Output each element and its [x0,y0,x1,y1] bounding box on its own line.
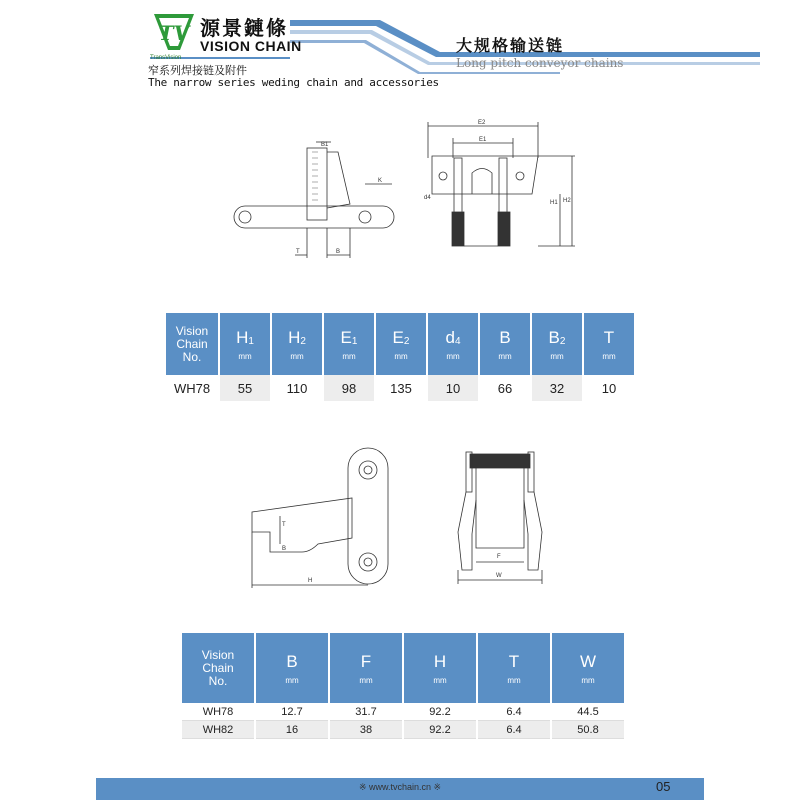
table-cell: 6.4 [478,721,550,739]
table-row [182,703,624,721]
dim-label-h1: H1 [550,200,558,206]
table-cell: 92.2 [404,721,476,739]
table-header-f: F mm [330,633,402,703]
page-number: 05 [656,779,671,794]
series-title-cn: 窄系列焊接链及附件 [148,64,247,77]
table-cell: 66 [480,375,530,401]
bent-attachment [252,498,352,552]
gusset [327,152,350,208]
roller-right [498,212,510,246]
side-link [348,448,388,584]
table-cell: 92.2 [404,703,476,721]
table-cell: 31.7 [330,703,402,721]
brand-name-en: VISION CHAIN [200,38,302,54]
table-header-chain-no: Vision Chain No. [166,313,218,375]
dim-label-e2: E2 [478,120,486,126]
roller-left [452,212,464,246]
table-header-h: H mm [404,633,476,703]
page-title-en: Long pitch conveyor chains [456,56,624,70]
link-plate [234,206,394,228]
table-header-h2: $H_2$ mm [272,313,322,375]
series-title-en: The narrow series weding chain and accessories [148,76,439,89]
table-header-chain-no: Vision Chain No. [182,633,254,703]
table-cell: 32 [532,375,582,401]
dim-label-h: H [308,578,313,584]
footer-url[interactable]: ※ www.tvchain.cn ※ [358,782,442,792]
table-cell: 12.7 [256,703,328,721]
dim-label-f: F [497,554,501,560]
table-header-t: T mm [584,313,634,375]
side-plate-right [499,158,507,214]
dim-label-b: B [282,546,287,552]
side-plate-left [454,158,462,214]
dim-label-b: B [336,249,341,255]
table-cell: 38 [330,721,402,739]
header-decoration [0,0,800,110]
dim-label-h2: H2 [563,198,571,204]
dim-label-d4: d4 [424,195,431,201]
attachment-plate [307,148,327,220]
table-header-e2: $E_2$ mm [376,313,426,375]
technical-drawing-1 [220,118,590,268]
dim-label-t: T [282,522,286,528]
table-row [182,721,624,739]
table-header-e1: $E_1$ mm [324,313,374,375]
table-header-h1: $H_1$ mm [220,313,270,375]
table-cell: 98 [324,375,374,401]
logo-letters: TV [158,21,190,45]
table-header-b2: $B_2$ mm [532,313,582,375]
table-cell: 44.5 [552,703,624,721]
bracket-body [432,156,538,194]
dim-label-b1: B1 [321,142,329,148]
table-cell: 50.8 [552,721,624,739]
logo-subtext: TransVision [150,55,182,61]
table-header-b: B mm [480,313,530,375]
table-cell: WH82 [182,721,254,739]
dim-label-k: K [378,178,383,184]
brand-name-cn: 源景鏈條 [200,16,288,40]
table-row [166,375,634,401]
table-cell: 10 [428,375,478,401]
table-header-b: B mm [256,633,328,703]
table-cell: 6.4 [478,703,550,721]
table-header-t: T mm [478,633,550,703]
dim-label-t: T [296,249,300,255]
table-cell: 10 [584,375,634,401]
logo-icon [150,10,198,56]
table-cell: 16 [256,721,328,739]
spec-table-2 [180,633,626,739]
roller-top [470,454,530,468]
table-cell: 55 [220,375,270,401]
table-header-d4: $d_4$ mm [428,313,478,375]
page-title-cn: 大规格输送链 [456,36,565,55]
table-cell: 110 [272,375,322,401]
dim-label-e1: E1 [479,137,487,143]
table-cell: WH78 [182,703,254,721]
spec-table-1 [164,313,636,401]
technical-drawing-2 [240,440,560,600]
dim-label-w: W [496,573,502,579]
table-header-w: W mm [552,633,624,703]
table-cell: 135 [376,375,426,401]
table-cell: WH78 [166,375,218,401]
